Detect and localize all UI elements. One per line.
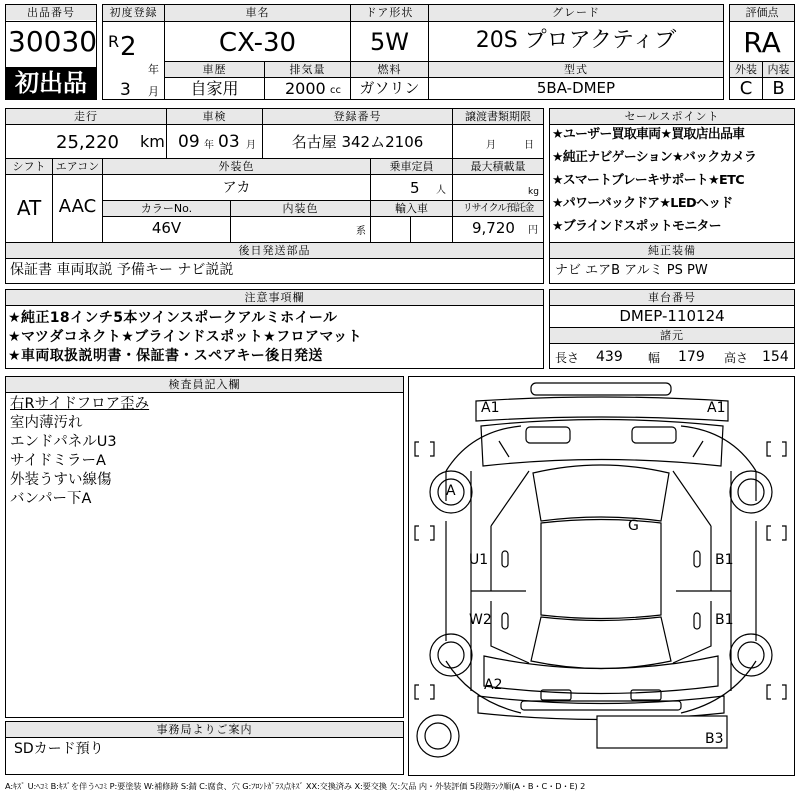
car-name-label: 車名 bbox=[165, 5, 350, 21]
chassis-number: DMEP-110124 bbox=[619, 307, 725, 325]
damage-mark: G bbox=[628, 518, 639, 534]
reg-year: 2 bbox=[120, 32, 137, 62]
ext-color-label: 外装色 bbox=[103, 159, 370, 174]
color-no-label: カラーNo. bbox=[103, 201, 230, 216]
mileage: 25,220 bbox=[56, 132, 119, 153]
import-label: 輸入車 bbox=[371, 201, 452, 216]
reg-month: 3 bbox=[120, 80, 131, 100]
damage-mark: B3 bbox=[705, 731, 724, 747]
height-label: 高さ bbox=[724, 351, 749, 365]
damage-mark: W2 bbox=[469, 612, 492, 628]
inspector-line: 右Rサイドフロア歪み bbox=[10, 396, 150, 412]
inspector-line: バンパー下A bbox=[10, 491, 92, 507]
max-load-unit: kg bbox=[528, 187, 539, 197]
inspector-line: サイドミラーA bbox=[10, 453, 106, 469]
damage-mark: A2 bbox=[484, 677, 503, 693]
month-unit: 月 bbox=[148, 85, 159, 98]
shift: AT bbox=[16, 196, 42, 220]
length-label: 長さ bbox=[555, 351, 580, 365]
sales-point: ★純正ナビゲーション★バックカメラ bbox=[552, 150, 757, 165]
door-type: 5W bbox=[370, 28, 409, 56]
history-label: 車歴 bbox=[165, 62, 264, 77]
first-reg-label: 初度登録 bbox=[103, 5, 164, 21]
shift-label: シフト bbox=[6, 159, 52, 174]
height-value: 154 bbox=[762, 349, 789, 365]
later-parts-label: 後日発送部品 bbox=[6, 243, 543, 258]
max-load-label: 最大積載量 bbox=[453, 159, 543, 174]
damage-mark: B1 bbox=[715, 612, 734, 628]
transfer-label: 譲渡書類期限 bbox=[453, 109, 543, 124]
rating: RA bbox=[743, 26, 781, 59]
era: R bbox=[108, 32, 120, 51]
sales-points-label: セールスポイント bbox=[550, 109, 794, 124]
interior-grade: B bbox=[772, 78, 785, 99]
inspection-month: 03 bbox=[218, 132, 240, 152]
inspector-line: 外装うすい線傷 bbox=[10, 472, 112, 488]
office-note: SDカード預り bbox=[14, 741, 104, 757]
sales-point: ★ブラインドスポットモニター bbox=[552, 219, 721, 234]
inspector-label: 検査員記入欄 bbox=[6, 377, 403, 392]
displacement: 2000 bbox=[285, 79, 326, 98]
interior-color-unit: 系 bbox=[356, 226, 366, 237]
history: 自家用 bbox=[190, 79, 239, 98]
length-value: 439 bbox=[596, 349, 623, 365]
details-box bbox=[5, 108, 544, 243]
door-label: ドア形状 bbox=[351, 5, 428, 21]
lot-number: 30030 bbox=[8, 25, 98, 58]
grade-label: グレード bbox=[429, 5, 723, 21]
sales-point: ★スマートブレーキサポート★ETC bbox=[552, 173, 745, 188]
aircon: AAC bbox=[58, 196, 97, 217]
interior-label: 内装 bbox=[763, 62, 794, 77]
capacity: 5 bbox=[410, 179, 420, 197]
inspector-line: エンドパネルU3 bbox=[10, 434, 117, 450]
exterior-label: 外装 bbox=[730, 62, 762, 77]
capacity-label: 乗車定員 bbox=[371, 159, 452, 174]
first-time-badge: 初出品 bbox=[6, 67, 96, 99]
fuel-label: 燃料 bbox=[351, 62, 428, 77]
genuine-label: 純正装備 bbox=[550, 243, 794, 258]
model-code: 5BA-DMEP bbox=[536, 79, 616, 97]
reg-no-label: 登録番号 bbox=[263, 109, 452, 124]
recycle-fee: 9,720 bbox=[472, 219, 515, 237]
genuine-equipment: ナビ エアB アルミ PS PW bbox=[555, 263, 708, 278]
sales-point: ★パワーバックドア★LEDヘッド bbox=[552, 196, 733, 211]
model-label: 型式 bbox=[429, 62, 723, 77]
aircon-label: エアコン bbox=[53, 159, 102, 174]
car-outline bbox=[409, 377, 794, 775]
damage-mark: U1 bbox=[469, 552, 489, 568]
year-unit: 年 bbox=[148, 63, 159, 76]
transfer-day: 日 bbox=[524, 140, 534, 151]
note-line: ★車両取扱説明書・保証書・スペアキー後日発送 bbox=[8, 348, 323, 364]
exterior-grade: C bbox=[739, 78, 753, 99]
displacement-label: 排気量 bbox=[265, 62, 350, 77]
inspection-label: 車検 bbox=[167, 109, 262, 124]
recycle-label: リサイクル預託金 bbox=[453, 201, 543, 216]
color-number: 46V bbox=[151, 219, 182, 237]
damage-mark: A1 bbox=[481, 400, 500, 416]
width-value: 179 bbox=[678, 349, 705, 365]
damage-mark: A bbox=[446, 483, 456, 499]
chassis-label: 車台番号 bbox=[550, 290, 794, 305]
note-line: ★純正18インチ5本ツインスポークアルミホイール bbox=[8, 310, 338, 326]
displacement-unit: cc bbox=[330, 85, 341, 96]
specs-label: 諸元 bbox=[550, 328, 794, 343]
exterior-color: アカ bbox=[222, 180, 251, 196]
registration-number: 名古屋 342ム2106 bbox=[291, 133, 424, 151]
car-name: CX-30 bbox=[218, 28, 297, 58]
inspector-line: 室内薄汚れ bbox=[10, 415, 83, 431]
width-label: 幅 bbox=[648, 351, 661, 365]
fuel: ガソリン bbox=[359, 79, 420, 97]
int-color-label: 内装色 bbox=[231, 201, 370, 216]
inspection-year-unit: 年 bbox=[204, 140, 214, 151]
later-parts: 保証書 車両取説 予備キー ナビ説説 bbox=[10, 262, 234, 278]
office-label: 事務局よりご案内 bbox=[6, 722, 403, 737]
inspection-month-unit: 月 bbox=[246, 140, 256, 151]
recycle-unit: 円 bbox=[528, 225, 538, 236]
capacity-unit: 人 bbox=[436, 185, 446, 196]
transfer-month: 月 bbox=[486, 140, 496, 151]
sales-point: ★ユーザー買取車両★買取店出品車 bbox=[552, 127, 745, 142]
damage-mark: B1 bbox=[715, 552, 734, 568]
legend: A:ｷｽﾞ U:ﾍｺﾐ B:ｷｽﾞを伴うﾍｺﾐ P:要塗装 W:補修跡 S:錆 C:腐食、穴 G:ﾌﾛﾝﾄｶﾞﾗｽ点ｷｽﾞ XX:交換済み X:要交換 欠:欠品 内・外装評価 5段階ﾗﾝｸ順(A・B・C・D・E) 2 bbox=[5, 781, 586, 791]
lot-label: 出品番号 bbox=[6, 5, 96, 20]
mileage-label: 走行 bbox=[6, 109, 166, 124]
grade: 20S プロアクティブ bbox=[475, 28, 677, 53]
inspection-year: 09 bbox=[178, 132, 200, 152]
mileage-unit: km bbox=[140, 132, 165, 151]
damage-diagram bbox=[408, 376, 795, 776]
rating-label: 評価点 bbox=[730, 5, 794, 21]
damage-mark: A1 bbox=[707, 400, 726, 416]
notes-label: 注意事項欄 bbox=[6, 290, 543, 305]
note-line: ★マツダコネクト★ブラインドスポット★フロアマット bbox=[8, 329, 362, 345]
